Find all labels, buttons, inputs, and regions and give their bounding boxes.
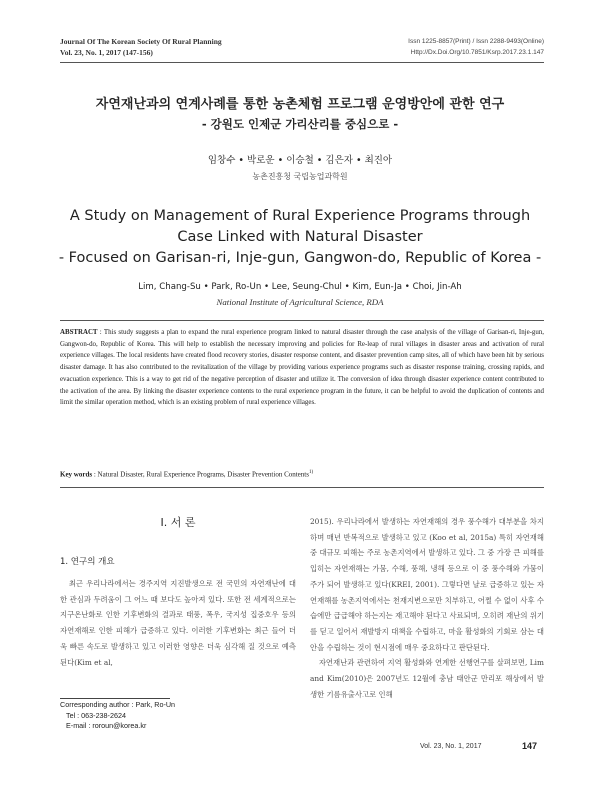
keywords-footnote-mark: 1) [308, 470, 314, 475]
english-affiliation: National Institute of Agricultural Science, RDA [216, 297, 384, 307]
corresponding-author: Corresponding author : Park, Ro-Un [60, 700, 176, 709]
journal-name: Journal Of The Korean Society Of Rural Planning [60, 37, 222, 46]
header-rule [60, 62, 544, 63]
korean-authors: 임창수 • 박로운 • 이승철 • 김은자 • 최진아 [207, 155, 393, 166]
page-number: 147 [522, 741, 538, 751]
keywords-text: : Natural Disaster, Rural Experience Programs, Disaster Prevention Contents [92, 470, 309, 479]
english-title-line2: Case Linked with Natural Disaster [177, 229, 423, 245]
left-paragraph-1: 최근 우리나라에서는 경주지역 지진발생으로 전 국민의 자연재난에 대한 관심과 두려움이 그 어느 때 보다도 높아져 있다. 또한 전 세계적으로는 지구온난화로 인한 기후변화의 결과로 태풍, 폭우, 국지성 집중호우 등의 자연재해로 인한 피해가 급증하고 있다. 이러한 기후변화는 최근 들어 더욱 빠른 속도로 발생하고 있고 이러한 영향은 더욱 심각해 질 것으로 예측된다(Kim et al, [60, 579, 296, 667]
footer-volume: Vol. 23, No. 1, 2017 [420, 743, 482, 750]
korean-title: 자연재난과의 연계사례를 통한 농촌체험 프로그램 운영방안에 관한 연구 [95, 97, 505, 112]
right-paragraph-2: 자연재난과 관련하여 지역 활성화와 연계한 선행연구를 살펴보면, Lim and Kim(2010)은 2007년도 12월에 충남 태안군 만리포 해상에서 발생한 기름유출사고로 인해 [310, 658, 544, 699]
right-column [310, 514, 544, 702]
keywords [60, 470, 544, 478]
english-authors: Lim, Chang-Su • Park, Ro-Un • Lee, Seung-Chul • Kim, Eun-Ja • Choi, Jin-Ah [138, 282, 462, 292]
subsection-heading: 1. 연구의 개요 [60, 557, 115, 567]
abstract-bottom-rule [60, 487, 544, 488]
english-subtitle: - Focused on Garisan-ri, Inje-gun, Gangwon-do, Republic of Korea - [58, 250, 542, 266]
abstract-text: : This study suggests a plan to expand the rural experience program linked to natural disaster through the case analysis of the village of Garisan-ri, Inje-gun, Gangwon-do, Republic of Korea. This will help to establish the necessary improving and policies for Re-leap of rural villages in disaster areas and activation of rural experience villages. The local residents have created flood recovery stories, disaster response content, and disaster prevention camp sites, all of which have been hit by serious disaster damage. It has also contributed to the revitalization of the village by providing various experience programs such as disaster response training, crossing rapids, and evacuation experience. This is a way to get rid of the negative perception of disaster and utilize it. The conversion of idea through disaster experience content contributed to the activation of the area. By linking the disaster experience contents to the rural experience program in the future, it can be helpful to avoid the duplication of contents and limit the similar operation method, which is an existing problem of rural experience villages. [60, 329, 544, 407]
abstract-label: ABSTRACT [60, 329, 98, 336]
korean-subtitle: - 강원도 인제군 가리산리를 중심으로 - [201, 117, 399, 131]
left-column [60, 576, 296, 670]
doi-link[interactable]: Http://Dx.Doi.Org/10.7851/Ksrp.2017.23.1.147 [410, 49, 544, 56]
right-paragraph-1: 2015). 우리나라에서 발생하는 자연재해의 경우 풍수해가 대부분을 차지하며 매년 반복적으로 발생하고 있고 (Koo et al, 2015a) 특히 자연재해 중 대규모 피해는 주로 농촌지역에서 발생하고 있다. 그 중 가장 큰 피해를 입히는 자연재해는 가뭄, 수해, 풍해, 냉해 등으로 이 중 풍수해와 가뭄이 주가 되어 발생하고 있다(KREI, 2001). 그렇다면 날로 급증하고 있는 자연재해를 농촌지역에서는 천재지변으로만 치부하고, 어쩔 수 없이 사후 수습에만 급급해야 하는지는 재고해야 된다고 사료되며, 오히려 재난의 위기를 딛고 일어서 재발방지 대책을 수립하고, 마을 활성화의 기회로 삼는 대안을 수립하는 것이 현시점에 매우 중요하다고 판단된다. [310, 517, 544, 652]
keywords-label: Key words [60, 470, 93, 479]
footnote [60, 700, 175, 732]
issn-info: Issn 1225-8857(Print) / Issn 2288-9493(Online) [408, 38, 544, 45]
corresponding-email[interactable]: E-mail : roroun@korea.kr [66, 721, 147, 730]
corresponding-tel: Tel : 063-238-2624 [66, 710, 126, 720]
english-title-line1: A Study on Management of Rural Experience Programs through [69, 208, 531, 224]
korean-affiliation: 농촌진흥청 국립농업과학원 [252, 172, 348, 181]
section-heading: I. 서 론 [160, 516, 196, 529]
abstract [60, 327, 544, 409]
abstract-top-rule [60, 320, 544, 321]
footnote-rule [60, 698, 170, 699]
volume-info: Vol. 23, No. 1, 2017 (147-156) [60, 48, 153, 57]
